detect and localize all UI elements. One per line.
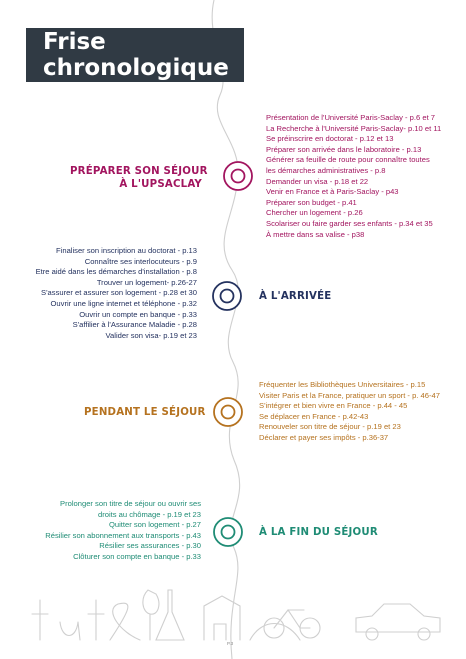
list-item: Finaliser son inscription au doctorat - p.13 [56, 246, 197, 255]
list-item: Préparer son budget - p.41 [266, 197, 357, 207]
milestone-arrivee-icon [213, 282, 241, 310]
list-item: À mettre dans sa valise - p38 [266, 229, 365, 239]
list-item: S'intégrer et bien vivre en France - p.44 - 45 [259, 401, 408, 411]
list-item: Prolonger son titre de séjour ou ouvrir ses [60, 499, 201, 508]
list-item: les démarches administratives - p.8 [266, 165, 386, 175]
doodle-car-icon [356, 604, 440, 632]
list-item: Générer sa feuille de route pour connaître toutes [266, 155, 430, 165]
list-item: Ouvrir une ligne internet et téléphone - p.32 [50, 298, 197, 308]
list-item: Quitter son logement - p.27 [108, 520, 201, 530]
list-item: Trouver un logement- p.26-27 [96, 277, 197, 287]
list-item: Se déplacer en France - p.42-43 [259, 411, 369, 421]
list-item: Chercher un logement - p.26 [266, 208, 363, 218]
section-heading-preparer: PRÉPARER SON SÉJOUR À L'UPSACLAY [70, 166, 208, 190]
list-item: Valider son visa- p.19 et 23 [105, 330, 197, 340]
list-item: Déclarer et payer ses impôts - p.36-37 [259, 432, 389, 442]
list-item: Renouveler son titre de séjour - p.19 et 23 [259, 422, 401, 432]
section-list-fin [45, 499, 201, 563]
list-item: S'affilier à l'Assurance Maladie - p.28 [72, 320, 197, 330]
section-heading-fin: À LA FIN DU SÉJOUR [259, 527, 378, 538]
list-item: Visiter Paris et la France, pratiquer un sport - p. 46-47 [259, 390, 440, 400]
page-title-line2: chronologique [43, 55, 229, 81]
section-heading-arrivee: À L'ARRIVÉE [259, 291, 332, 302]
section-list-arrivee [36, 246, 197, 341]
doodle-tree-icon [143, 590, 159, 640]
list-item: Préparer son arrivée dans le laboratoire - p.13 [266, 144, 422, 154]
car-wheel-icon [366, 628, 378, 640]
list-item: Présentation de l'Université Paris-Saclay - p.6 et 7 [266, 113, 436, 122]
doodle-loop [110, 603, 300, 640]
milestone-pendant-icon [214, 398, 242, 426]
car-wheel-icon [418, 628, 430, 640]
list-item: Clôturer son compte en banque - p.33 [73, 551, 201, 561]
list-item: droits au chômage - p.19 et 23 [97, 509, 201, 519]
timeline-line [212, 0, 240, 659]
section-heading-pendant: PENDANT LE SÉJOUR [84, 407, 206, 418]
list-item: Venir en France et à Paris-Saclay - p43 [266, 187, 399, 197]
page-number: P.3 [227, 641, 234, 646]
doodle-building-icon [204, 596, 240, 640]
doodle-letters [32, 600, 104, 640]
list-item: Ouvrir un compte en banque - p.33 [79, 309, 197, 319]
doodle-flask-icon [156, 590, 184, 640]
list-item: Etre aidé dans les démarches d'installation - p.8 [35, 267, 197, 277]
list-item: Résilier ses assurances - p.30 [99, 541, 201, 551]
list-item: Scolariser ou faire garder ses enfants - p.34 et 35 [266, 218, 433, 228]
list-item: La Recherche à l'Université Paris-Saclay- p.10 et 11 [266, 123, 442, 133]
section-list-pendant [259, 380, 440, 444]
list-item: S'assurer et assurer son logement - p.28 et 30 [41, 288, 197, 298]
page-title-line1: Frise [43, 29, 106, 55]
list-item: Connaître ses interlocuteurs - p.9 [84, 256, 197, 266]
milestone-preparer-icon [224, 162, 252, 190]
list-item: Résilier son abonnement aux transports - p.43 [45, 530, 201, 540]
section-list-preparer [266, 113, 441, 240]
list-item: Se préinscrire en doctorat - p.12 et 13 [266, 134, 394, 144]
list-item: Fréquenter les Bibliothèques Universitaires - p.15 [259, 380, 426, 389]
list-item: Demander un visa - p.18 et 22 [266, 176, 369, 186]
milestone-fin-icon [214, 518, 242, 546]
